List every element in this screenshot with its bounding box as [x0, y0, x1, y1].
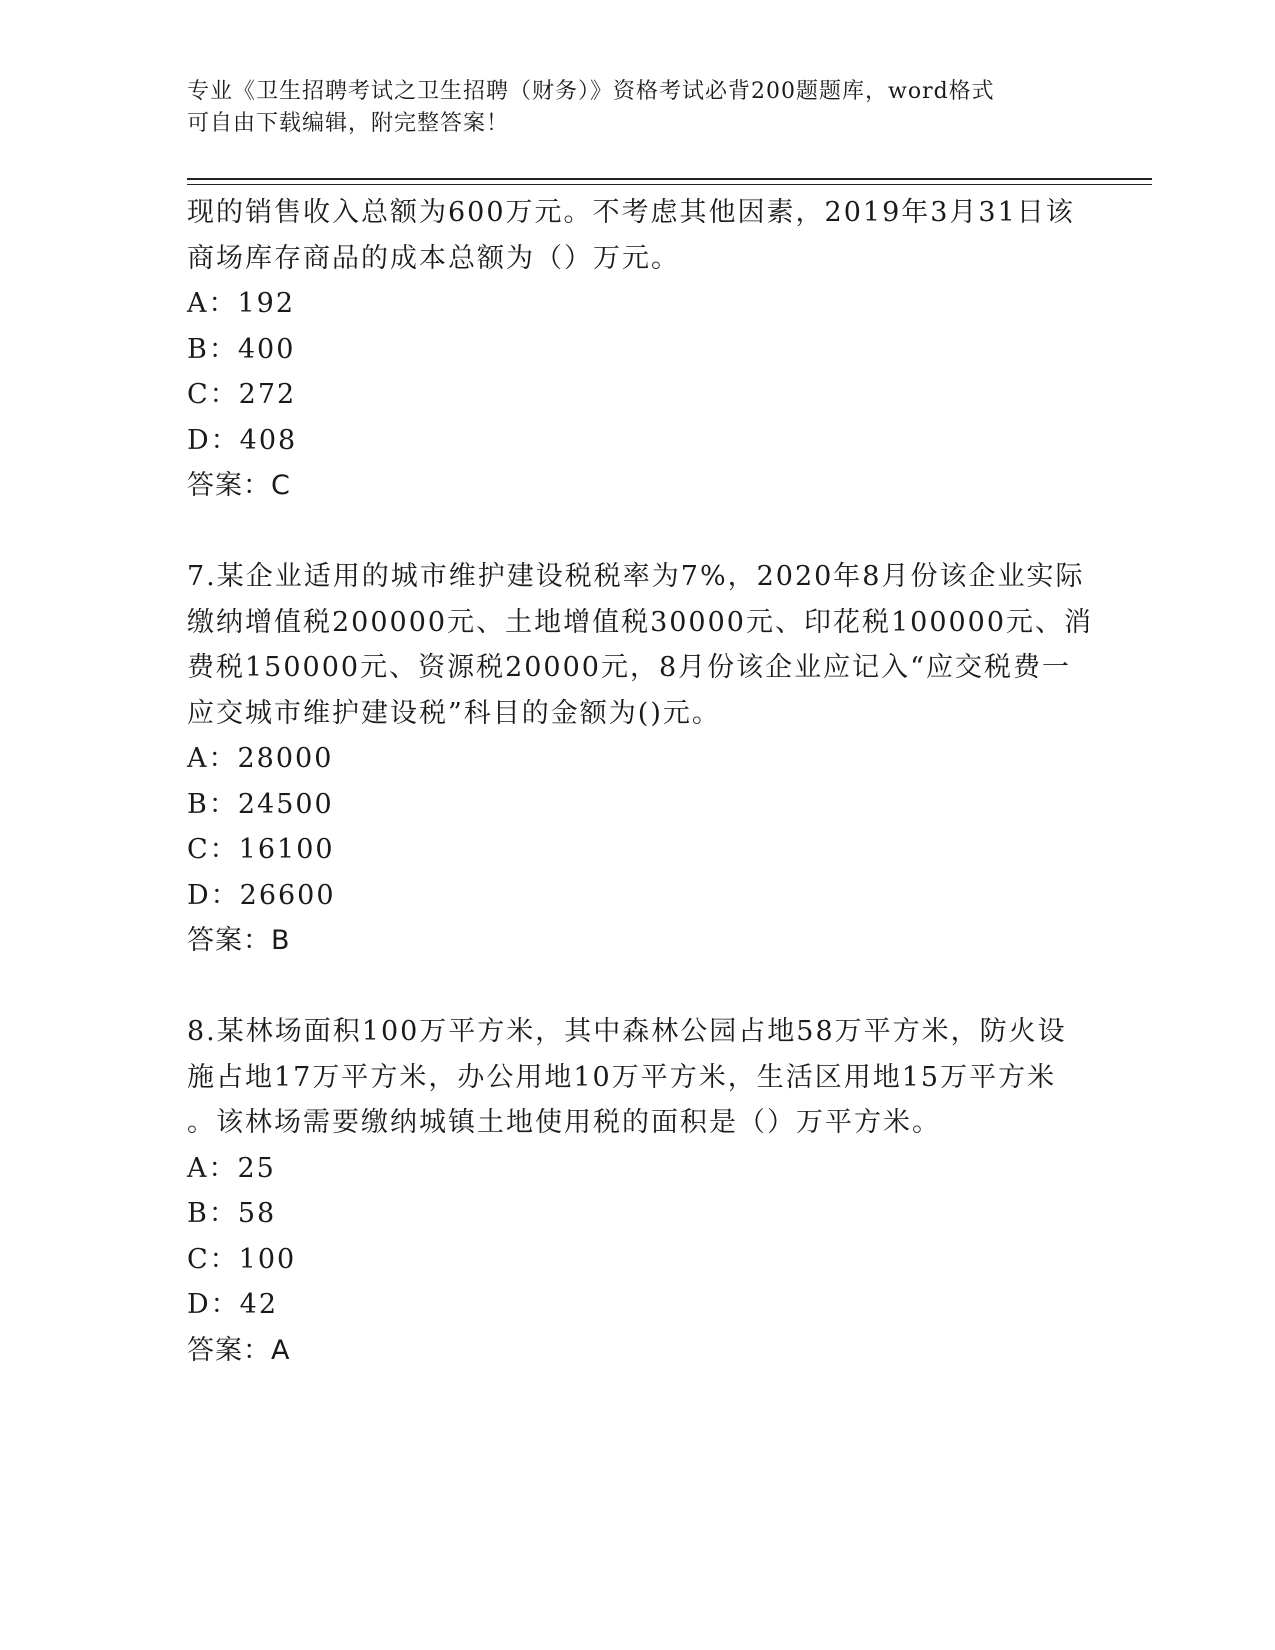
- question-7: [187, 554, 1094, 964]
- option-a: A：192: [187, 288, 296, 319]
- option-d: D：26600: [187, 879, 336, 911]
- option-b: B：24500: [187, 788, 334, 820]
- question-text-line: 。该林场需要缴纳城镇土地使用税的面积是（）万平方米。: [187, 1107, 941, 1138]
- option-d: D：42: [187, 1289, 279, 1320]
- document-header: [187, 76, 1067, 140]
- header-divider-thin: [187, 184, 1152, 185]
- question-8: [187, 1009, 1087, 1373]
- question-text-line: 8.某林场面积100万平方米，其中森林公园占地58万平方米，防火设: [187, 1016, 1067, 1047]
- question-text-line: 费税150000元、资源税20000元，8月份该企业应记入“应交税费一: [187, 652, 1071, 683]
- option-c: C：16100: [187, 834, 335, 865]
- question-text-line: 应交城市维护建设税”科目的金额为()元。: [187, 697, 721, 729]
- option-a: A：28000: [187, 743, 334, 774]
- question-text-line: 商场库存商品的成本总额为（）万元。: [187, 242, 680, 274]
- question-6: [187, 190, 1087, 509]
- option-a: A：25: [187, 1152, 276, 1184]
- header-title-line-1: 专业《卫生招聘考试之卫生招聘（财务）》资格考试必背200题题库，word格式: [187, 79, 995, 104]
- option-c: C：272: [187, 379, 297, 410]
- question-text-line: 7.某企业适用的城市维护建设税税率为7%，2020年8月份该企业实际: [187, 561, 1085, 592]
- option-b: B：58: [187, 1198, 277, 1229]
- question-text-line: 现的销售收入总额为600万元。不考虑其他因素，2019年3月31日该: [187, 197, 1075, 228]
- option-d: D：408: [187, 424, 298, 456]
- document-body: [187, 190, 1094, 1373]
- answer-label: 答案：A: [187, 1334, 291, 1366]
- header-title-line-2: 可自由下载编辑，附完整答案！: [187, 111, 510, 136]
- option-b: B：400: [187, 333, 296, 365]
- question-text-line: 施占地17万平方米，办公用地10万平方米，生活区用地15万平方米: [187, 1061, 1057, 1093]
- answer-label: 答案：B: [187, 925, 291, 956]
- spacer: [187, 509, 1087, 555]
- option-c: C：100: [187, 1243, 297, 1275]
- header-divider: [187, 178, 1152, 180]
- spacer: [187, 964, 1087, 1010]
- answer-label: 答案：C: [187, 470, 291, 501]
- question-text-line: 缴纳增值税200000元、土地增值税30000元、印花税100000元、消: [187, 606, 1094, 638]
